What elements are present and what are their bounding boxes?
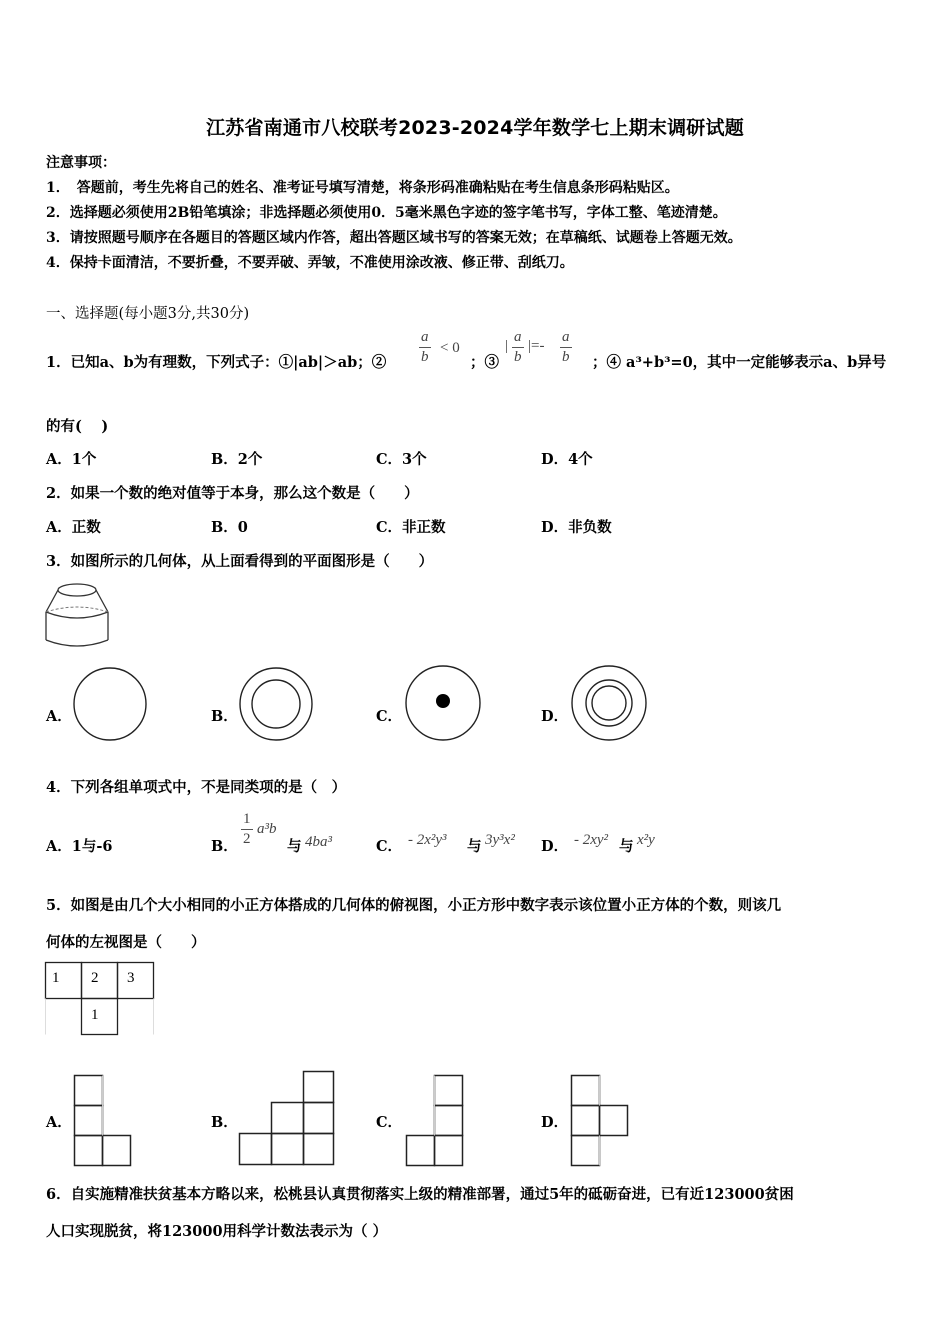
q3-option-a-figure: [72, 666, 148, 742]
q4-b-and: 与: [287, 838, 302, 855]
q5-grid-cell: 3: [127, 970, 135, 986]
q5-option-c-figure: [406, 1075, 466, 1167]
q1-stem-part1: 1．已知a、b为有理数，下列式子：①|ab|＞ab；②: [46, 354, 387, 371]
q5-grid-cell: 1: [91, 1007, 99, 1023]
q5-option-d-figure: [571, 1075, 631, 1167]
q5-grid-cell: 2: [91, 970, 99, 986]
q5-option-c: C．: [376, 1114, 403, 1131]
q1-stem-part2: ；④ a³+b³=0，其中一定能够表示a、b异号: [592, 354, 887, 371]
q4-option-a: A．1与-6: [46, 838, 113, 855]
q4-b-expression-1: a³b: [257, 821, 277, 837]
q5-stem-part2: 何体的左视图是（ ）: [46, 934, 206, 951]
q1-abs-left: |: [505, 338, 509, 354]
q2-option-c: C．非正数: [376, 519, 446, 536]
q5-option-d: D．: [541, 1114, 569, 1131]
q1-option-d: D．4个: [541, 451, 593, 468]
q2-option-a: A．正数: [46, 519, 101, 536]
q4-c-and: 与: [467, 838, 482, 855]
page-title: 江苏省南通市八校联考2023-2024学年数学七上期末调研试题: [206, 117, 744, 139]
section-heading: 一、选择题(每小题3分,共30分): [46, 306, 250, 322]
q5-grid-cell: 1: [52, 970, 60, 986]
q2-option-b: B．0: [211, 519, 248, 536]
q1-abs-right-equals-minus: |=-: [528, 338, 545, 354]
notice-item: 4．保持卡面清洁，不要折叠，不要弄破、弄皱，不准使用涂改液、修正带、刮纸刀。: [46, 255, 574, 271]
q3-solid-figure: [44, 578, 110, 650]
q3-stem: 3．如图所示的几何体，从上面看得到的平面图形是（ ）: [46, 553, 434, 570]
q1-option-b: B．2个: [211, 451, 263, 468]
q3-option-c: C．: [376, 708, 403, 725]
q1-option-a: A．1个: [46, 451, 97, 468]
q4-stem: 4．下列各组单项式中，不是同类项的是（ ）: [46, 779, 347, 796]
q2-stem: 2．如果一个数的绝对值等于本身，那么这个数是（ ）: [46, 485, 419, 502]
q5-top-view-grid: [45, 962, 157, 1038]
q3-option-d: D．: [541, 708, 569, 725]
q1-separator-3: ；③: [470, 354, 499, 371]
q4-b-expression-2: 4ba³: [305, 834, 332, 850]
q3-option-c-figure: [404, 664, 482, 742]
notice-item: 1． 答题前，考生先将自己的姓名、准考证号填写清楚，将条形码准确粘贴在考生信息条形码粘贴区。: [46, 180, 679, 196]
q1-fraction-abs-a-over-b: $\frac{a}{b}$: [514, 329, 522, 365]
q5-option-b: B．: [211, 1114, 238, 1131]
q3-option-b-figure: [238, 666, 314, 742]
q3-option-b: B．: [211, 708, 238, 725]
q3-option-d-figure: [570, 664, 648, 742]
q4-c-expression-1: - 2x²y³: [408, 832, 447, 848]
q4-d-expression-2: x²y: [637, 832, 655, 848]
q4-d-and: 与: [619, 838, 634, 855]
q5-option-a: A．: [46, 1114, 72, 1131]
q1-option-c: C．3个: [376, 451, 427, 468]
q5-option-a-figure: [74, 1075, 134, 1167]
q4-option-b: B．: [211, 838, 238, 855]
q6-stem-part2: 人口实现脱贫，将123000用科学计数法表示为（ ）: [46, 1223, 388, 1240]
q5-stem-part1: 5．如图是由几个大小相同的小正方体搭成的几何体的俯视图，小正方形中数字表示该位置小正方体的个数，则该几: [46, 897, 782, 914]
q1-fraction-a-over-b: $\frac{a}{b}$: [421, 329, 429, 365]
q4-c-expression-2: 3y³x²: [485, 832, 515, 848]
q5-option-b-figure: [239, 1071, 335, 1167]
notice-item: 2．选择题必须使用2B铅笔填涂；非选择题必须使用0．5毫米黑色字迹的签字笔书写，字体工整、笔迹清楚。: [46, 205, 727, 221]
q4-d-expression-1: - 2xy²: [574, 832, 609, 848]
q1-less-than-zero: < 0: [440, 340, 460, 356]
notice-heading: 注意事项：: [46, 155, 116, 171]
q4-option-d: D．: [541, 838, 569, 855]
q3-option-a: A．: [46, 708, 72, 725]
q6-stem-part1: 6．自实施精准扶贫基本方略以来，松桃县认真贯彻落实上级的精准部署，通过5年的砥砺奋进，已有近123000贫困: [46, 1186, 794, 1203]
q4-option-c: C．: [376, 838, 403, 855]
q1-stem-part3: 的有( ): [46, 418, 109, 435]
q1-fraction-neg-a-over-b: $\frac{a}{b}$: [562, 329, 570, 365]
q2-option-d: D．非负数: [541, 519, 612, 536]
q4-b-fraction-half: $\frac{1}{2}$: [243, 811, 251, 847]
notice-item: 3．请按照题号顺序在各题目的答题区域内作答，超出答题区域书写的答案无效；在草稿纸、试题卷上答题无效。: [46, 230, 742, 246]
